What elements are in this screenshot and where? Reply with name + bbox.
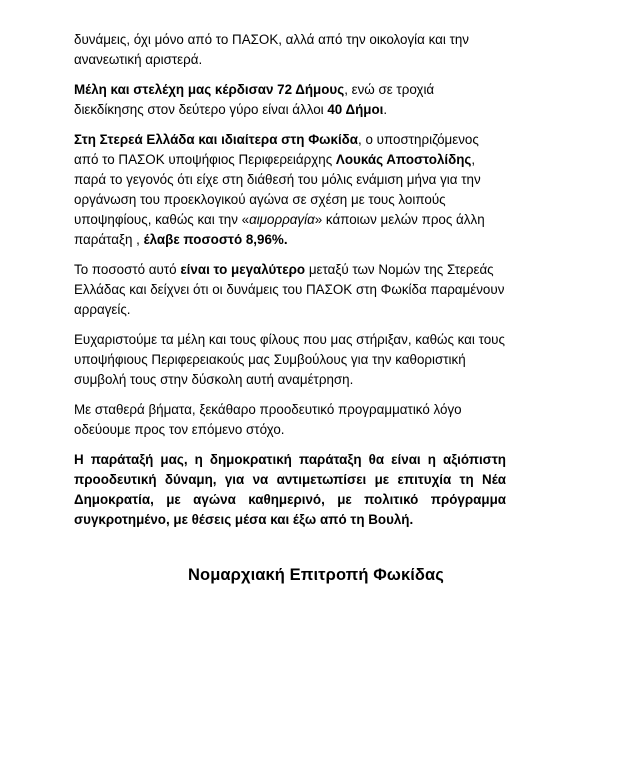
text-run: μεταξύ των Νομών της Στερεάς Ελλάδας και δείχνει ότι οι δυνάμεις του ΠΑΣΟΚ στη Φωκίδα παραμένουν αρραγείς. [74,262,505,317]
paragraph-fokida [74,130,506,250]
text-run-italic: αιμορραγία [249,212,315,227]
text-run: » κάποιων μελών προς άλλη παράταξη , [74,212,485,247]
text-run: Ευχαριστούμε τα μέλη και τους φίλους που μας στήριξαν, καθώς και τους υποψήφιους Περιφερειακούς μας Συμβούλους για την καθοριστική συμβολή τους στην δύσκολη αυτή αναμέτρηση. [74,332,505,387]
paragraph-percentage [74,260,506,320]
text-run: . [383,102,388,117]
signature-title: Νομαρχιακή Επιτροπή Φωκίδας [188,566,444,584]
text-run-bold: είναι το μεγαλύτερο [180,262,306,277]
text-run: , ενώ σε τροχιά διεκδίκησης στον δεύτερο γύρο είναι άλλοι [74,82,435,117]
paragraph-opening [74,30,506,70]
document-body [74,30,506,540]
text-run: , παρά το γεγονός ότι είχε στη διάθεσή του μόλις ενάμιση μήνα για την οργάνωση του προεκλογικού αγώνα σε σχέση με τους λοιπούς υποψηφίους, καθώς και την « [74,152,481,227]
paragraph-steps [74,400,506,440]
paragraph-municipalities [74,80,506,120]
text-run-bold: 40 Δήμοι [327,102,384,117]
text-run: δυνάμεις, όχι μόνο από το ΠΑΣΟΚ, αλλά από την οικολογία και την ανανεωτική αριστερά. [74,32,469,67]
paragraph-closing [74,450,506,530]
text-run-bold: Η παράταξή μας, η δημοκρατική παράταξη θα είναι η αξιόπιστη προοδευτική δύναμη, για να αντιμετωπίσει με επιτυχία τη Νέα Δημοκρατία, με αγώνα καθημερινό, με πολιτικό πρόγραμμα συγκροτημένο, με θέσεις μέσα και έξω από τη Βουλή. [74,452,506,527]
paragraph-thanks [74,330,506,390]
text-run: Με σταθερά βήματα, ξεκάθαρο προοδευτικό προγραμματικό λόγο οδεύουμε προς τον επόμενο στόχο. [74,402,462,437]
text-run: Το ποσοστό αυτό [74,262,181,277]
text-run: , ο υποστηριζόμενος από το ΠΑΣΟΚ υποψήφιος Περιφερειάρχης [74,132,479,167]
text-run-bold: Λουκάς Αποστολίδης [335,152,472,167]
text-run-bold: έλαβε ποσοστό 8,96%. [143,232,288,247]
text-run-bold: Στη Στερεά Ελλάδα και ιδιαίτερα στη Φωκίδα [74,132,359,147]
text-run-bold: Μέλη και στελέχη μας κέρδισαν 72 Δήμους [74,82,345,97]
